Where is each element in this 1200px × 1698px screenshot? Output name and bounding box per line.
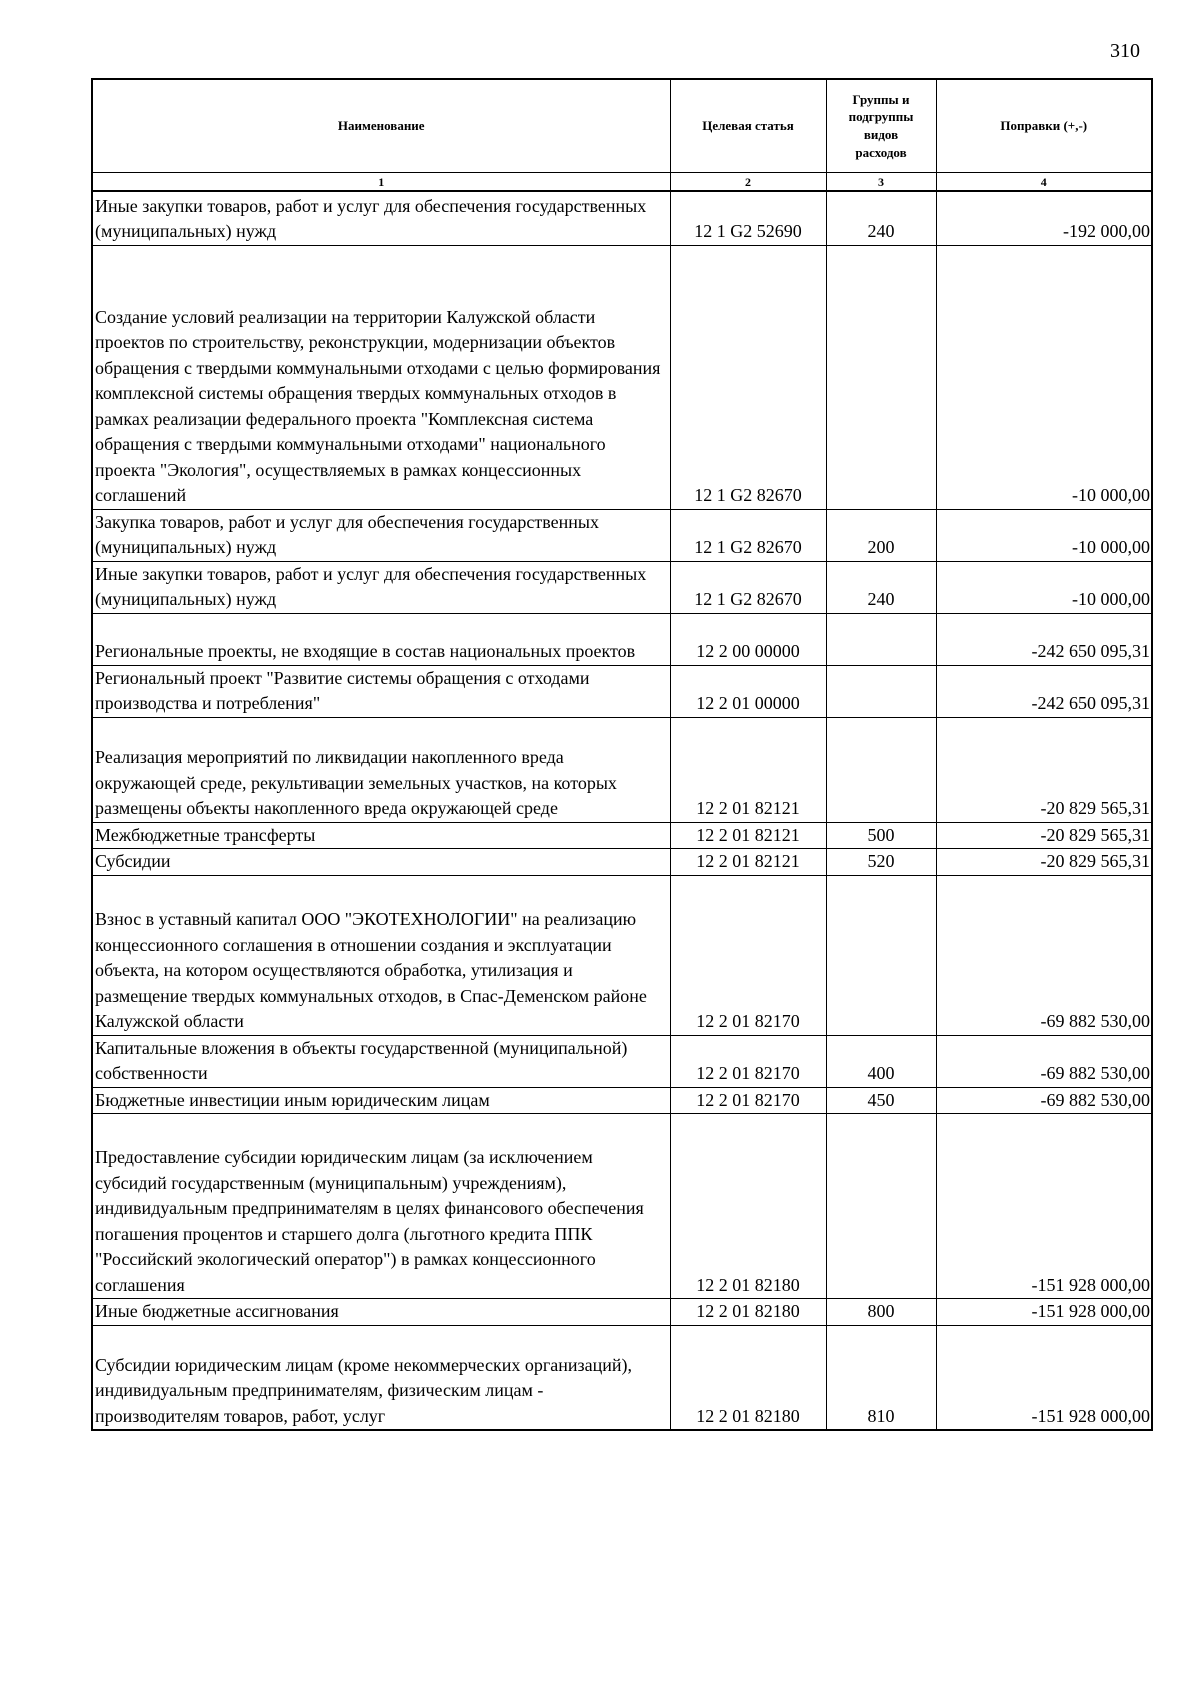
row-group: 800 (826, 1299, 936, 1326)
row-code: 12 2 01 00000 (670, 665, 826, 717)
header-name: Наименование (92, 79, 670, 173)
row-code: 12 2 01 82180 (670, 1325, 826, 1430)
row-group (826, 665, 936, 717)
row-group (826, 717, 936, 822)
row-group: 520 (826, 849, 936, 876)
row-code: 12 1 G2 82670 (670, 509, 826, 561)
row-name: Капитальные вложения в объекты государственной (муниципальной) собственности (92, 1035, 670, 1087)
row-code: 12 2 01 82170 (670, 1087, 826, 1114)
row-code: 12 2 01 82121 (670, 822, 826, 849)
column-number: 4 (936, 173, 1152, 192)
row-name: Предоставление субсидии юридическим лицам (за исключением субсидий государственным (муниципальным) учреждениям), индивидуальным предпринимателям в целях финансового обеспечения погашения процентов и старшего долга (льготного кредита ППК "Российский экологический оператор") в рамках концессионного соглашения (92, 1114, 670, 1299)
row-amount: -20 829 565,31 (936, 822, 1152, 849)
row-group (826, 613, 936, 665)
row-name: Взнос в уставный капитал ООО "ЭКОТЕХНОЛОГИИ" на реализацию концессионного соглашения в отношении создания и эксплуатации объекта, на котором осуществляются обработка, утилизация и размещение твердых коммунальных отходов, в Спас-Деменском районе Калужской области (92, 875, 670, 1035)
row-group: 200 (826, 509, 936, 561)
row-group: 450 (826, 1087, 936, 1114)
table-row (92, 1299, 1152, 1326)
row-amount: -151 928 000,00 (936, 1114, 1152, 1299)
budget-amendments-table (91, 78, 1153, 1431)
row-group: 500 (826, 822, 936, 849)
row-code: 12 1 G2 82670 (670, 245, 826, 509)
table-row (92, 1087, 1152, 1114)
row-name: Субсидии (92, 849, 670, 876)
row-name: Межбюджетные трансферты (92, 822, 670, 849)
row-code: 12 1 G2 82670 (670, 561, 826, 613)
row-amount: -242 650 095,31 (936, 613, 1152, 665)
row-amount: -242 650 095,31 (936, 665, 1152, 717)
row-amount: -69 882 530,00 (936, 1087, 1152, 1114)
row-code: 12 2 01 82121 (670, 849, 826, 876)
page-number: 310 (1110, 40, 1140, 62)
row-amount: -10 000,00 (936, 561, 1152, 613)
row-code: 12 1 G2 52690 (670, 191, 826, 245)
table-row (92, 665, 1152, 717)
table-row (92, 1114, 1152, 1299)
row-name: Реализация мероприятий по ликвидации накопленного вреда окружающей среде, рекультивации земельных участков, на которых размещены объекты накопленного вреда окружающей среде (92, 717, 670, 822)
table-row (92, 561, 1152, 613)
row-group: 240 (826, 191, 936, 245)
row-amount: -192 000,00 (936, 191, 1152, 245)
row-name: Создание условий реализации на территории Калужской области проектов по строительству, реконструкции, модернизации объектов обращения с твердыми коммунальными отходами с целью формирования комплексной системы обращения твердых коммунальных отходов в рамках реализации федерального проекта "Комплексная система обращения с твердыми коммунальными отходами" национального проекта "Экология", осуществляемых в рамках концессионных соглашений (92, 245, 670, 509)
table-row (92, 191, 1152, 245)
row-amount: -10 000,00 (936, 509, 1152, 561)
row-name: Бюджетные инвестиции иным юридическим лицам (92, 1087, 670, 1114)
row-name: Региональные проекты, не входящие в состав национальных проектов (92, 613, 670, 665)
row-group: 810 (826, 1325, 936, 1430)
row-group: 400 (826, 1035, 936, 1087)
row-code: 12 2 00 00000 (670, 613, 826, 665)
row-amount: -10 000,00 (936, 245, 1152, 509)
row-name: Субсидии юридическим лицам (кроме некоммерческих организаций), индивидуальным предпринимателям, физическим лицам - производителям товаров, работ, услуг (92, 1325, 670, 1430)
table-row (92, 1035, 1152, 1087)
table-row (92, 875, 1152, 1035)
row-amount: -151 928 000,00 (936, 1325, 1152, 1430)
row-code: 12 2 01 82170 (670, 1035, 826, 1087)
header-amendments: Поправки (+,-) (936, 79, 1152, 173)
row-group (826, 245, 936, 509)
table-row (92, 613, 1152, 665)
row-name: Иные закупки товаров, работ и услуг для обеспечения государственных (муниципальных) нужд (92, 561, 670, 613)
table-row (92, 822, 1152, 849)
row-code: 12 2 01 82170 (670, 875, 826, 1035)
column-number: 3 (826, 173, 936, 192)
row-amount: -151 928 000,00 (936, 1299, 1152, 1326)
row-amount: -20 829 565,31 (936, 717, 1152, 822)
row-group (826, 875, 936, 1035)
row-code: 12 2 01 82180 (670, 1299, 826, 1326)
table-row (92, 509, 1152, 561)
column-number: 2 (670, 173, 826, 192)
row-code: 12 2 01 82180 (670, 1114, 826, 1299)
row-amount: -69 882 530,00 (936, 875, 1152, 1035)
header-groups: Группы и подгруппы видов расходов (826, 79, 936, 173)
row-group (826, 1114, 936, 1299)
row-group: 240 (826, 561, 936, 613)
row-name: Региональный проект "Развитие системы обращения с отходами производства и потребления" (92, 665, 670, 717)
table-row (92, 1325, 1152, 1430)
table-row (92, 245, 1152, 509)
table-row (92, 717, 1152, 822)
row-name: Иные бюджетные ассигнования (92, 1299, 670, 1326)
row-name: Закупка товаров, работ и услуг для обеспечения государственных (муниципальных) нужд (92, 509, 670, 561)
table-row (92, 849, 1152, 876)
row-amount: -20 829 565,31 (936, 849, 1152, 876)
row-amount: -69 882 530,00 (936, 1035, 1152, 1087)
header-target: Целевая статья (670, 79, 826, 173)
column-number: 1 (92, 173, 670, 192)
row-code: 12 2 01 82121 (670, 717, 826, 822)
row-name: Иные закупки товаров, работ и услуг для обеспечения государственных (муниципальных) нужд (92, 191, 670, 245)
